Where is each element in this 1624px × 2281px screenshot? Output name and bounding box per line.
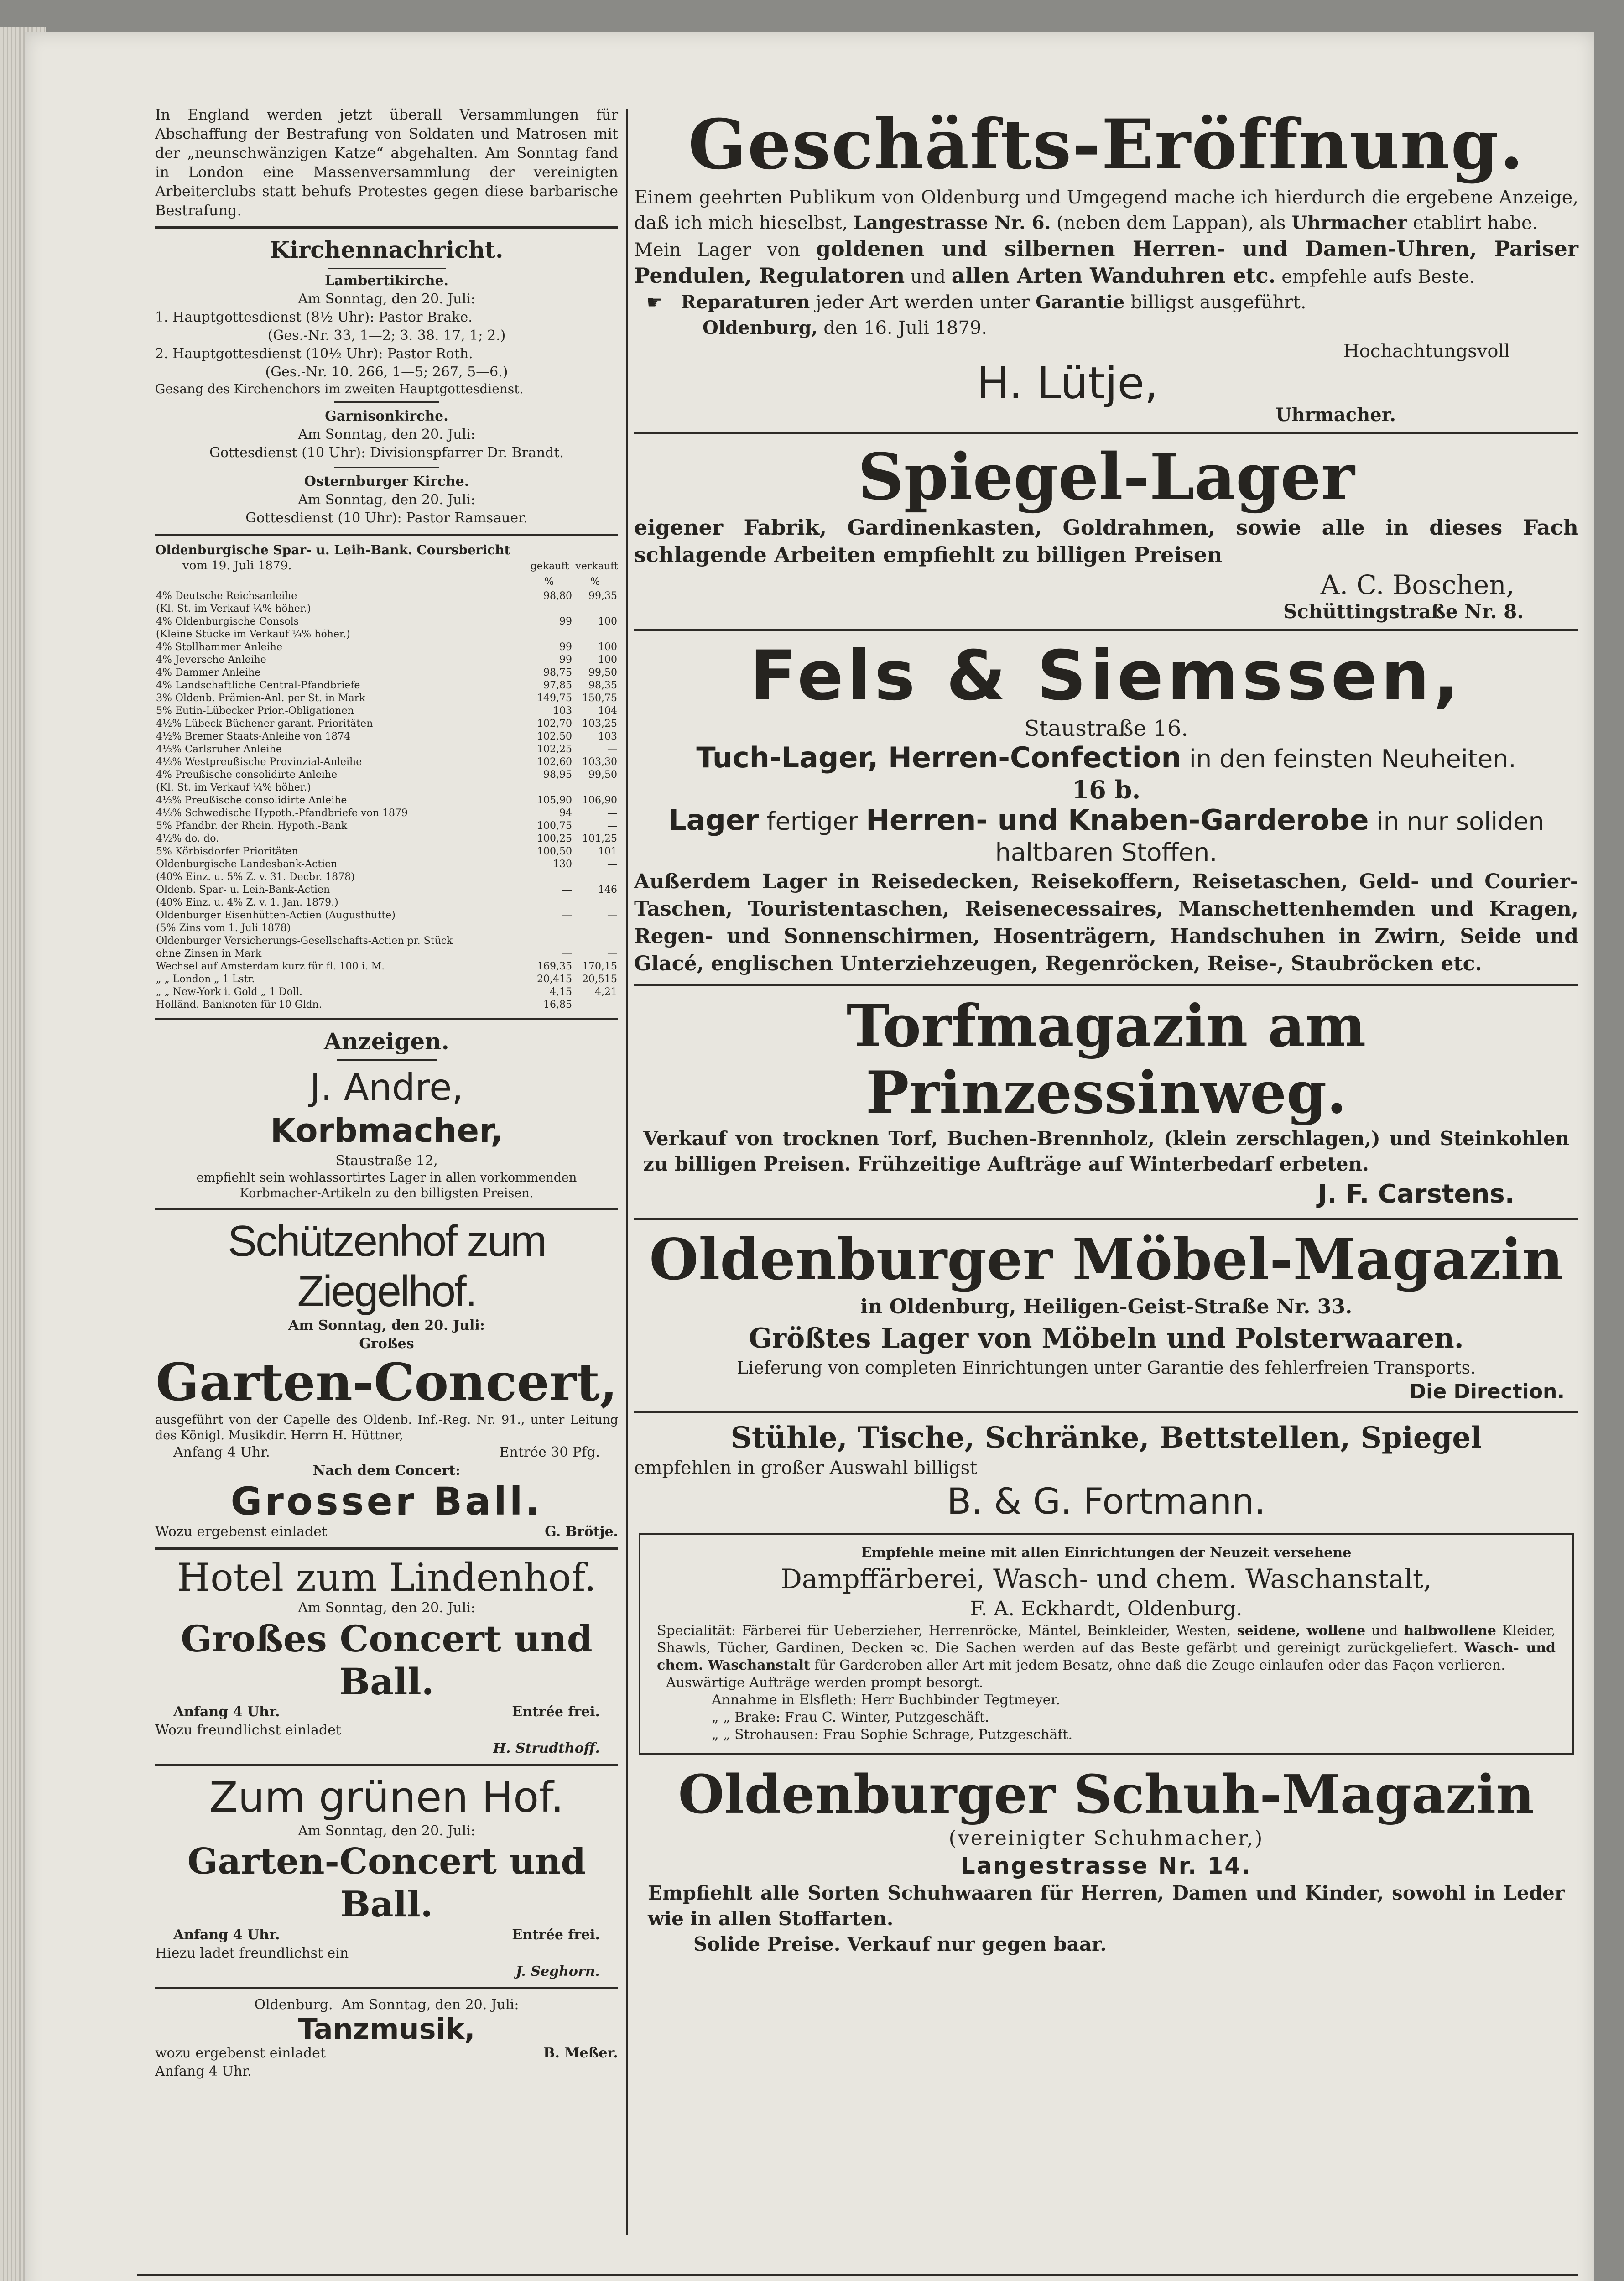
moebel-title: Oldenburger Möbel-Magazin xyxy=(649,1227,1563,1293)
unit: % xyxy=(544,576,554,588)
report-date: vom 19. Juli 1879. xyxy=(182,559,292,573)
start-time: Anfang 4 Uhr. xyxy=(173,1927,280,1943)
security-name: 4½% Schwedische Hypoth.-Pfandbriefe von 1879 xyxy=(156,807,408,819)
divider xyxy=(634,432,1578,434)
schuh-text: Solide Preise. Verkauf nur gegen baar. xyxy=(693,1933,1107,1955)
divider xyxy=(334,467,439,468)
buy-price: 130 xyxy=(553,859,572,870)
table-row xyxy=(155,999,618,1011)
ads-heading: Anzeigen. xyxy=(324,1028,449,1055)
fels-address-2: 16 b. xyxy=(1072,775,1141,804)
lamberti-section xyxy=(155,272,618,397)
product-list: allen Arten Wanduhren etc. xyxy=(951,263,1276,288)
schuh-text: Empfiehlt alle Sorten Schuhwaaren für Herren, Damen und Kinder, sowohl in Leder wie in allen Stoffarten. xyxy=(648,1882,1565,1930)
sell-price: 99,50 xyxy=(588,769,617,781)
table-row xyxy=(155,654,618,667)
security-name: 4½% Carlsruher Anleihe xyxy=(156,744,282,755)
security-name: 4½% do. do. xyxy=(156,833,219,844)
start-time: Anfang 4 Uhr. xyxy=(155,2063,252,2079)
divider xyxy=(337,1059,437,1061)
bank-table xyxy=(155,590,618,1011)
security-name: 4½% Lübeck-Büchener garant. Prioritäten xyxy=(156,718,373,729)
eckhardt-text: und xyxy=(1371,1623,1398,1639)
fels-title: Fels & Siemssen, xyxy=(750,636,1463,716)
moebel-ad xyxy=(634,1227,1578,1405)
church-date: Am Sonntag, den 20. Juli: xyxy=(298,291,475,307)
divider xyxy=(328,268,446,269)
security-name: „ „ New-York i. Gold „ 1 Doll. xyxy=(156,986,302,998)
concert-title: Garten-Concert, xyxy=(156,1353,618,1412)
table-row xyxy=(155,909,618,922)
divider xyxy=(155,226,618,229)
opening-text: etablirt habe. xyxy=(1413,213,1538,234)
entry-fee: Entrée frei. xyxy=(512,1704,600,1720)
church-title: Osternburger Kirche. xyxy=(304,474,469,490)
spiegel-title: Spiegel-Lager xyxy=(858,440,1355,515)
start-time: Anfang 4 Uhr. xyxy=(173,1704,280,1720)
table-row xyxy=(155,986,618,999)
eckhardt-ad xyxy=(639,1533,1574,1755)
sell-price: 100 xyxy=(598,616,617,627)
sell-price: — xyxy=(607,948,617,959)
sell-price: 101,25 xyxy=(582,833,617,844)
hymn-numbers: (Ges.-Nr. 10. 266, 1—5; 267, 5—6.) xyxy=(265,364,508,380)
sell-price: 150,75 xyxy=(582,693,617,704)
sell-price: — xyxy=(607,807,617,819)
pointing-hand-icon: ☛ xyxy=(646,292,663,313)
moebel-sign: Die Direction. xyxy=(1409,1380,1565,1403)
security-name: 4½% Bremer Staats-Anleihe von 1874 xyxy=(156,731,351,742)
sell-price: 101 xyxy=(598,846,617,857)
sell-price xyxy=(573,922,618,935)
event-date: Am Sonntag, den 20. Juli: xyxy=(298,1823,475,1839)
fortmann-ad xyxy=(634,1420,1578,1524)
sell-price xyxy=(573,896,618,909)
table-row xyxy=(155,692,618,705)
torf-ad xyxy=(634,993,1578,1212)
divider xyxy=(155,1987,618,1989)
security-name: 4½% Westpreußische Provinzial-Anleihe xyxy=(156,756,362,768)
church-heading: Kirchennachricht. xyxy=(270,236,504,263)
host-signature: B. Meßer. xyxy=(543,2045,618,2061)
host-signature: H. Strudthoff. xyxy=(493,1740,600,1756)
eckhardt-agent: „ „ Strohausen: Frau Sophie Schrage, Putzgeschäft. xyxy=(712,1727,1073,1743)
sell-price: — xyxy=(607,744,617,755)
buy-price: 102,25 xyxy=(537,744,572,755)
sell-price: 103 xyxy=(598,731,617,742)
choir-note: Gesang des Kirchenchors im zweiten Hauptgottesdienst. xyxy=(155,381,524,396)
england-news: In England werden jetzt überall Versammlungen für Abschaffung der Bestrafung von Soldaten und Matrosen mit der „neunschwänzigen Katze“ abgehalten. Am Sonntag fand in London eine Massenversammlung der vereinigten Arbeiterclubs statt behufs Protestes gegen diese barbarische Bestrafung. xyxy=(155,106,618,219)
buy-price: 103 xyxy=(553,705,572,717)
torf-title: Torfmagazin am Prinzessinweg. xyxy=(846,992,1366,1126)
bank-header xyxy=(155,558,618,574)
lindenhof-title: Hotel zum Lindenhof. xyxy=(177,1555,597,1600)
owner-name: H. Lütje, xyxy=(976,358,1159,409)
divider xyxy=(155,1018,618,1020)
security-name: Holländ. Banknoten für 10 Gldn. xyxy=(156,999,322,1010)
buy-price: 102,50 xyxy=(537,731,572,742)
table-row xyxy=(155,756,618,769)
concert-title: Garten-Concert und Ball. xyxy=(187,1841,586,1925)
fels-label: Lager xyxy=(668,803,759,837)
moebel-place: in Oldenburg, Heiligen-Geist-Straße Nr. 33. xyxy=(860,1295,1353,1318)
host-signature: J. Seghorn. xyxy=(515,1963,600,1979)
table-row xyxy=(155,935,618,948)
fels-text: in den feinsten Neuheiten. xyxy=(1189,745,1516,773)
table-row xyxy=(155,705,618,718)
table-row xyxy=(155,615,618,628)
buy-price xyxy=(528,922,573,935)
sell-price: 100 xyxy=(598,654,617,666)
service-line: Gottesdienst (10 Uhr): Pastor Ramsauer. xyxy=(245,510,528,526)
divider xyxy=(155,1764,618,1766)
security-name: 5% Eutin-Lübecker Prior.-Obligationen xyxy=(156,705,354,717)
buy-price: 100,25 xyxy=(537,833,572,844)
buy-price: — xyxy=(562,948,572,959)
security-name: (5% Zins vom 1. Juli 1878) xyxy=(156,922,291,934)
buy-price xyxy=(528,603,573,615)
buy-price: 94 xyxy=(559,807,572,819)
tanz-title: Tanzmusik, xyxy=(298,2012,475,2046)
trade-name: Uhrmacher xyxy=(1291,212,1407,234)
buy-price: 99 xyxy=(559,641,572,653)
table-row xyxy=(155,590,618,603)
buy-price: 102,70 xyxy=(537,718,572,729)
tanz-ad xyxy=(155,1996,618,2081)
buy-price: 100,75 xyxy=(537,820,572,832)
printer-imprint xyxy=(137,2274,1578,2281)
service-line: Gottesdienst (10 Uhr): Divisionspfarrer Dr. Brandt. xyxy=(209,445,564,461)
buy-price: 99 xyxy=(559,616,572,627)
buy-price: 169,35 xyxy=(537,961,572,972)
sell-price: 98,35 xyxy=(588,680,617,691)
sell-price: 146 xyxy=(598,884,617,896)
after-concert: Nach dem Concert: xyxy=(312,1463,461,1479)
invite-text: wozu ergebenst einladet xyxy=(155,2045,326,2061)
fortmann-name: B. & G. Fortmann. xyxy=(947,1481,1266,1522)
schuh-sub: (vereinigter Schuhmacher,) xyxy=(948,1827,1264,1850)
fels-text: fertiger xyxy=(766,807,858,836)
sell-price: 103,25 xyxy=(582,718,617,729)
start-time: Anfang 4 Uhr. xyxy=(173,1444,270,1460)
church-date: Am Sonntag, den 20. Juli: xyxy=(298,427,475,443)
sell-price xyxy=(573,603,618,615)
divider xyxy=(155,1547,618,1550)
buy-price: 20,415 xyxy=(537,974,572,985)
moebel-head: Größtes Lager von Möbeln und Polsterwaaren. xyxy=(749,1323,1464,1354)
table-row xyxy=(155,922,618,935)
opening-title: Geschäfts-Eröffnung. xyxy=(688,104,1525,185)
buy-price xyxy=(528,871,573,884)
event-date: Am Sonntag, den 20. Juli: xyxy=(298,1600,475,1616)
security-name: (Kl. St. im Verkauf ¼% höher.) xyxy=(156,782,311,793)
service-line: 2. Hauptgottesdienst (10½ Uhr): Pastor Roth. xyxy=(155,346,473,362)
table-row xyxy=(155,896,618,909)
table-row xyxy=(155,718,618,730)
entry-fee: Entrée frei. xyxy=(512,1927,600,1943)
security-name: 4% Oldenburgische Consols xyxy=(156,616,299,627)
opening-text: Mein Lager von xyxy=(634,240,801,260)
concert-title: Großes Concert und Ball. xyxy=(181,1617,593,1703)
eckhardt-agent: Annahme in Elsfleth: Herr Buchbinder Tegtmeyer. xyxy=(712,1692,1061,1708)
church-date: Am Sonntag, den 20. Juli: xyxy=(298,492,475,508)
opening-text: (neben dem Lappan), als xyxy=(1057,213,1286,234)
lindenhof-ad xyxy=(155,1556,618,1758)
col-sell: verkauft xyxy=(575,561,618,572)
fels-products: Tuch-Lager, Herren-Confection xyxy=(696,741,1182,774)
andre-trade: Korbmacher, xyxy=(270,1111,503,1150)
buy-price: 105,90 xyxy=(537,795,572,806)
eckhardt-text: Auswärtige Aufträge werden prompt besorgt. xyxy=(666,1675,984,1691)
fels-address: Staustraße 16. xyxy=(1024,716,1188,741)
buy-price: 98,80 xyxy=(543,590,572,602)
place: Oldenburg, xyxy=(703,317,818,339)
sell-price xyxy=(573,628,618,641)
buy-price: — xyxy=(562,884,572,896)
security-name: 4% Landschaftliche Central-Pfandbriefe xyxy=(156,680,360,691)
sell-price: 99,50 xyxy=(588,667,617,678)
buy-price: 102,60 xyxy=(537,756,572,768)
sell-price: — xyxy=(607,910,617,921)
divider xyxy=(634,1411,1578,1413)
sell-price: 100 xyxy=(598,641,617,653)
sell-price: 4,21 xyxy=(595,986,617,998)
table-row xyxy=(155,641,618,654)
buy-price: 149,75 xyxy=(537,693,572,704)
buy-price: 100,50 xyxy=(537,846,572,857)
table-row xyxy=(155,858,618,871)
sell-price: 20,515 xyxy=(582,974,617,985)
column-divider xyxy=(626,109,628,2235)
schuetzenhof-ad xyxy=(155,1216,618,1541)
date: den 16. Juli 1879. xyxy=(823,318,987,339)
invite-text: Hiezu ladet freundlichst ein xyxy=(155,1945,349,1961)
divider xyxy=(334,401,439,403)
spiegel-address: Schüttingstraße Nr. 8. xyxy=(1283,600,1524,623)
right-column xyxy=(634,105,1578,1957)
torf-name: J. F. Carstens. xyxy=(1317,1179,1515,1209)
fels-text: in nur soliden haltbaren Stoffen. xyxy=(995,807,1544,867)
product-list: goldenen und silbernen Herren- und Damen-Uhren, Pariser Pendulen, Regulatoren xyxy=(634,236,1578,288)
sell-price xyxy=(573,935,618,948)
security-name: 4% Deutsche Reichsanleihe xyxy=(156,590,297,602)
regards: Hochachtungsvoll xyxy=(1343,341,1510,362)
moebel-text: Lieferung von completen Einrichtungen unter Garantie des fehlerfreien Transports. xyxy=(736,1358,1476,1378)
andre-name: J. Andre, xyxy=(310,1066,463,1109)
security-name: 5% Pfandbr. der Rhein. Hypoth.-Bank xyxy=(156,820,348,832)
buy-price: 98,75 xyxy=(543,667,572,678)
opening-text: und xyxy=(910,266,946,287)
fels-list: Außerdem Lager in Reisedecken, Reisekoffern, Reisetaschen, Geld- und Courier-Taschen, Touristentaschen, Reisenecessaires, Manschettenhemden und Kragen, Regen- und Sonnenschirmen, Hosenträgern, Handschuhen in Zwirn, Seide und Glacé, englischen Unterziehzeugen, Regenröcken, Reise-, Staubröcken etc. xyxy=(634,870,1578,975)
security-name: 4½% Preußische consolidirte Anleihe xyxy=(156,795,347,806)
eckhardt-highlight: Wasch- und chem. Waschanstalt xyxy=(657,1640,1556,1673)
opening-text: jeder Art werden unter xyxy=(816,292,1030,313)
entry-fee: Entrée 30 Pfg. xyxy=(499,1444,600,1460)
table-row xyxy=(155,833,618,845)
buy-price: 4,15 xyxy=(550,986,572,998)
concert-text: ausgeführt von der Capelle des Oldenb. Inf.-Reg. Nr. 91., unter Leitung des Königl. Musikdir. Herrn H. Hüttner, xyxy=(155,1413,618,1443)
schuh-ad xyxy=(634,1764,1578,1957)
bank-report xyxy=(155,542,618,1011)
unit-row xyxy=(155,574,618,590)
security-name: Oldenb. Spar- u. Leih-Bank-Actien xyxy=(156,884,330,896)
table-row xyxy=(155,948,618,960)
osternburg-section xyxy=(155,473,618,527)
sell-price: 170,15 xyxy=(582,961,617,972)
table-row xyxy=(155,871,618,884)
fortmann-title: Stühle, Tische, Schränke, Bettstellen, Spiegel xyxy=(730,1421,1482,1455)
eckhardt-agent: „ „ Brake: Frau C. Winter, Putzgeschäft. xyxy=(712,1709,989,1725)
shop-address: Langestrasse Nr. 6. xyxy=(854,212,1051,234)
spiegel-ad xyxy=(634,441,1578,622)
service-line: 1. Hauptgottesdienst (8½ Uhr): Pastor Brake. xyxy=(155,309,473,325)
table-row xyxy=(155,781,618,794)
opening-text: billigst ausgeführt. xyxy=(1130,292,1306,313)
buy-price: 16,85 xyxy=(543,999,572,1010)
fortmann-text: empfehlen in großer Auswahl billigst xyxy=(634,1458,978,1479)
guarantee-label: Garantie xyxy=(1036,292,1125,313)
fels-ad xyxy=(634,637,1578,978)
security-name: (Kl. St. im Verkauf ¼% höher.) xyxy=(156,603,311,615)
opening-ad xyxy=(634,105,1578,426)
buy-price xyxy=(528,896,573,909)
sell-price: — xyxy=(607,999,617,1010)
security-name: Oldenburger Versicherungs-Gesellschafts-Actien pr. Stück xyxy=(156,935,453,947)
buy-price: 98,95 xyxy=(543,769,572,781)
fels-products: Herren- und Knaben-Garderobe xyxy=(866,803,1369,837)
eckhardt-text: Kleider, Shawls, Tücher, Gardinen, Decken ꝛc. Die Sachen werden auf das Beste gefärbt und gereinigt zurückgeliefert. xyxy=(657,1623,1556,1656)
security-name: 4% Jeversche Anleihe xyxy=(156,654,266,666)
gruenerhof-title: Zum grünen Hof. xyxy=(209,1773,564,1822)
opening-text: Einem geehrten Publikum von Oldenburg und Umgegend mache ich hierdurch die ergebene Anzeige, daß ich mich hieselbst, xyxy=(634,187,1578,234)
table-row xyxy=(155,973,618,986)
andre-ad xyxy=(155,1066,618,1201)
table-row xyxy=(155,845,618,858)
buy-price xyxy=(528,935,573,948)
col-buy: gekauft xyxy=(530,561,569,572)
spiegel-name: A. C. Boschen, xyxy=(1320,569,1515,600)
event-date: Am Sonntag, den 20. Juli: xyxy=(341,1997,519,2013)
buy-price xyxy=(528,781,573,794)
event-date: Am Sonntag, den 20. Juli: xyxy=(288,1318,485,1333)
buy-price: 97,85 xyxy=(543,680,572,691)
table-row xyxy=(155,730,618,743)
unit: % xyxy=(590,576,600,588)
eckhardt-text: Specialität: Färberei für Ueberzieher, Herrenröcke, Mäntel, Beinkleider, Westen, xyxy=(657,1623,1231,1639)
opening-text: empfehle aufs Beste. xyxy=(1281,266,1475,287)
security-name: Oldenburger Eisenhütten-Actien (Augusthütte) xyxy=(156,910,396,921)
table-row xyxy=(155,794,618,807)
table-row xyxy=(155,667,618,679)
security-name: Oldenburgische Landesbank-Actien xyxy=(156,859,338,870)
torf-text: Verkauf von trocknen Torf, Buchen-Brennholz, (klein zerschlagen,) und Steinkohlen zu billigen Preisen. Frühzeitige Aufträge auf Winterbedarf erbeten. xyxy=(643,1127,1569,1175)
buy-price xyxy=(528,628,573,641)
divider xyxy=(634,629,1578,631)
gruenerhof-ad xyxy=(155,1773,618,1981)
eckhardt-text: für Garderoben aller Art mit jedem Besatz, ohne daß die Zeuge einlaufen oder das Façon verlieren. xyxy=(814,1657,1505,1673)
table-row xyxy=(155,884,618,896)
invite-text: Wozu freundlichst einladet xyxy=(155,1722,342,1738)
security-name: 3% Oldenb. Prämien-Anl. per St. in Mark xyxy=(156,693,365,704)
eckhardt-title: Dampffärberei, Wasch- und chem. Waschanstalt, xyxy=(781,1563,1432,1594)
andre-address: Staustraße 12, xyxy=(335,1153,438,1169)
table-row xyxy=(155,628,618,641)
schuetzenhof-title: Schützenhof zum Ziegelhof. xyxy=(228,1217,546,1316)
schuh-title: Oldenburger Schuh-Magazin xyxy=(678,1764,1535,1826)
sell-price: 99,35 xyxy=(588,590,617,602)
sell-price: — xyxy=(607,820,617,832)
table-row xyxy=(155,743,618,756)
security-name: (40% Einz. u. 5% Z. v. 31. Decbr. 1878) xyxy=(156,871,355,883)
owner-trade: Uhrmacher. xyxy=(1275,404,1396,426)
eckhardt-highlight: seidene, wollene xyxy=(1237,1623,1366,1639)
table-row xyxy=(155,769,618,781)
left-column xyxy=(155,105,618,2081)
sell-price: 104 xyxy=(598,705,617,717)
invite-text: Wozu ergebenst einladet xyxy=(155,1524,328,1540)
table-row xyxy=(155,603,618,615)
security-name: Wechsel auf Amsterdam kurz für fl. 100 i. M. xyxy=(156,961,385,972)
buy-price: 99 xyxy=(559,654,572,666)
event-place: Oldenburg. xyxy=(254,1997,333,2013)
divider xyxy=(155,534,618,536)
ball-title: Grosser Ball. xyxy=(230,1479,543,1524)
security-name: (Kleine Stücke im Verkauf ¼% höher.) xyxy=(156,629,350,640)
sell-price xyxy=(573,781,618,794)
church-title: Lambertikirche. xyxy=(325,273,448,289)
security-name: 4% Dammer Anleihe xyxy=(156,667,261,678)
eckhardt-highlight: halbwollene xyxy=(1404,1623,1496,1639)
security-name: (40% Einz. u. 4% Z. v. 1. Jan. 1879.) xyxy=(156,897,338,908)
security-name: 5% Körbisdorfer Prioritäten xyxy=(156,846,298,857)
schuh-address: Langestrasse Nr. 14. xyxy=(960,1853,1252,1879)
divider xyxy=(634,984,1578,986)
divider xyxy=(155,1208,618,1210)
divider xyxy=(634,1218,1578,1220)
bank-title: Oldenburgische Spar- u. Leih-Bank. Coursbericht xyxy=(155,542,510,557)
hymn-numbers: (Ges.-Nr. 33, 1—2; 3. 38. 17, 1; 2.) xyxy=(267,328,506,344)
eckhardt-name: F. A. Eckhardt, Oldenburg. xyxy=(970,1597,1243,1620)
sell-price: — xyxy=(607,859,617,870)
sell-price: 106,90 xyxy=(582,795,617,806)
security-name: 4% Preußische consolidirte Anleihe xyxy=(156,769,338,781)
eckhardt-intro: Empfehle meine mit allen Einrichtungen der Neuzeit versehene xyxy=(861,1545,1352,1561)
table-row xyxy=(155,807,618,820)
event-great: Großes xyxy=(359,1336,414,1352)
andre-text: empfiehlt sein wohlassortirtes Lager in allen vorkommenden Korbmacher-Artikeln zu den billigsten Preisen. xyxy=(196,1171,577,1200)
garnison-section xyxy=(155,407,618,462)
table-row xyxy=(155,960,618,973)
sell-price: 103,30 xyxy=(582,756,617,768)
table-row xyxy=(155,820,618,833)
security-name: ohne Zinsen in Mark xyxy=(156,948,262,959)
buy-price: — xyxy=(562,910,572,921)
spiegel-text: eigener Fabrik, Gardinenkasten, Goldrahmen, sowie alle in dieses Fach schlagende Arbeiten empfiehlt zu billigen Preisen xyxy=(634,515,1578,567)
church-title: Garnisonkirche. xyxy=(325,408,448,424)
security-name: „ „ London „ 1 Lstr. xyxy=(156,974,255,985)
repair-label: Reparaturen xyxy=(681,292,810,313)
table-row xyxy=(155,679,618,692)
host-signature: G. Brötje. xyxy=(545,1524,618,1540)
security-name: 4% Stollhammer Anleihe xyxy=(156,641,282,653)
sell-price xyxy=(573,871,618,884)
